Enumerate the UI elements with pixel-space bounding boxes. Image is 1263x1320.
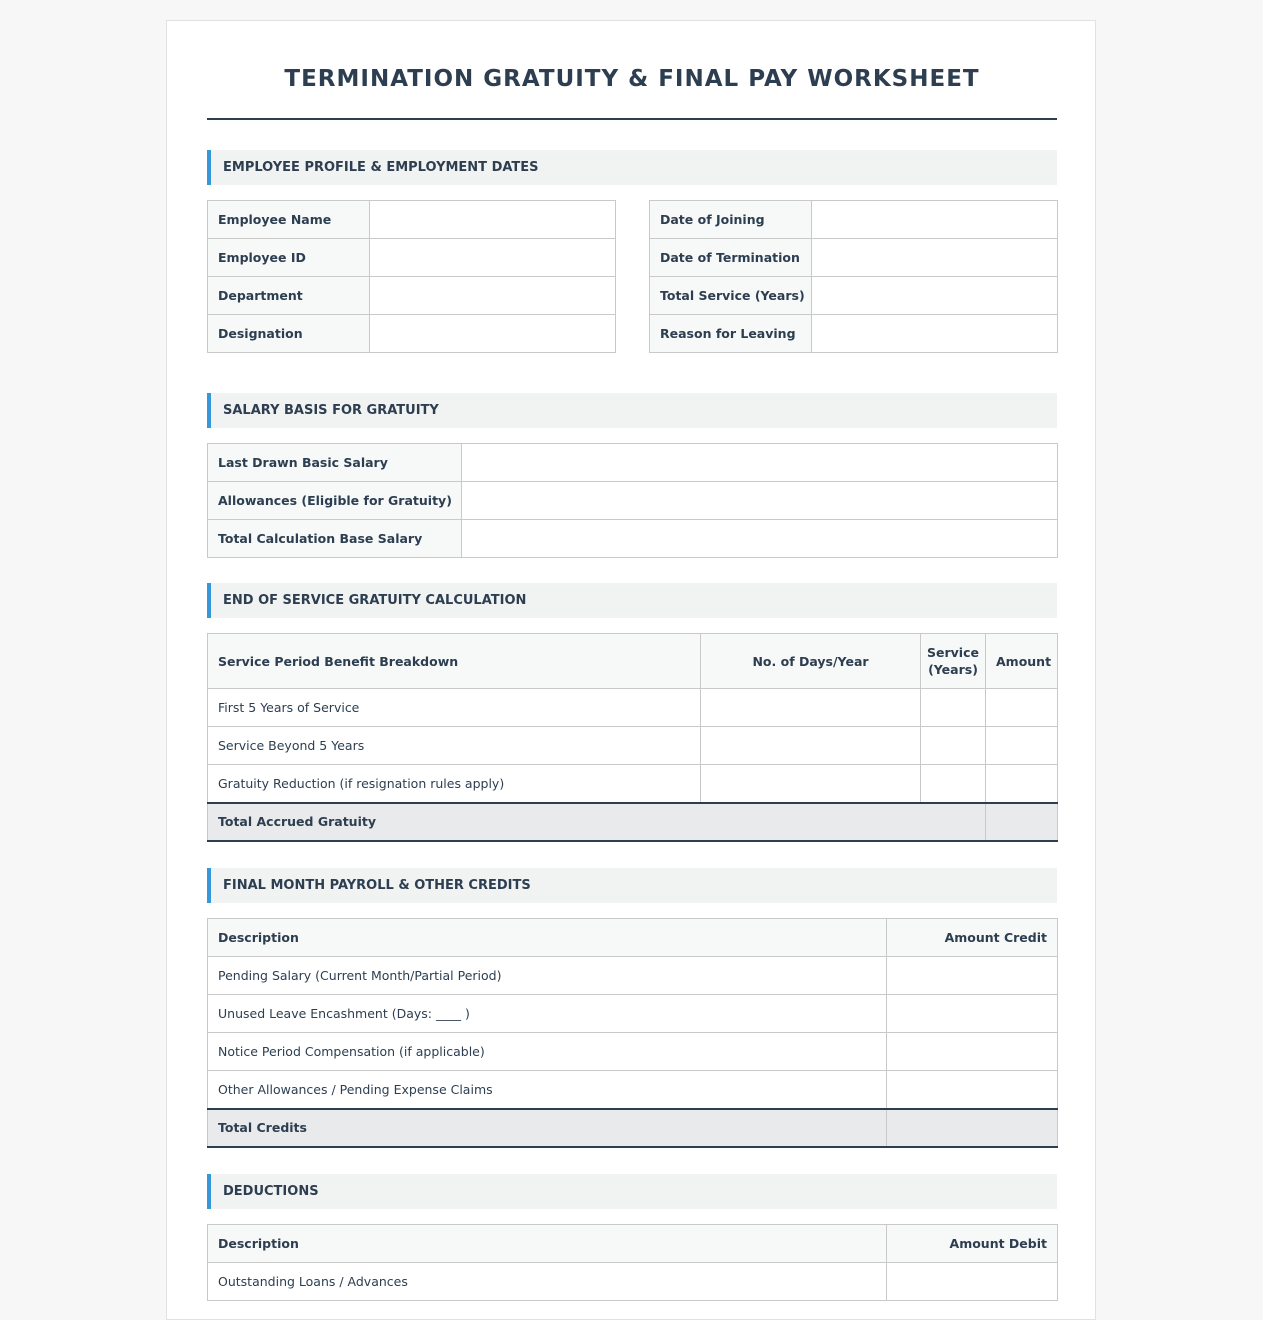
table-header-row — [208, 1225, 1058, 1263]
amount-cell[interactable] — [986, 727, 1058, 765]
table-row — [650, 239, 1058, 277]
total-label: Total Credits — [208, 1109, 887, 1147]
table-row — [208, 957, 1058, 995]
table-row — [208, 520, 1058, 558]
column-header: Amount — [986, 634, 1058, 689]
title-divider — [207, 118, 1057, 120]
field-label: Department — [208, 277, 370, 315]
section-heading-gratuity: END OF SERVICE GRATUITY CALCULATION — [207, 583, 1057, 618]
debit-amount-cell[interactable] — [887, 1263, 1058, 1301]
column-header: Service Period Benefit Breakdown — [208, 634, 701, 689]
table-row — [208, 1071, 1058, 1109]
table-header-row — [208, 919, 1058, 957]
row-label: First 5 Years of Service — [208, 689, 701, 727]
date-of-termination-field[interactable] — [812, 239, 1058, 277]
employee-name-field[interactable] — [370, 201, 616, 239]
credits-table — [207, 918, 1058, 1148]
table-row — [208, 1033, 1058, 1071]
row-label: Gratuity Reduction (if resignation rules apply) — [208, 765, 701, 803]
field-label: Total Service (Years) — [650, 277, 812, 315]
row-label: Notice Period Compensation (if applicable) — [208, 1033, 887, 1071]
reason-for-leaving-field[interactable] — [812, 315, 1058, 353]
total-credits-cell[interactable] — [887, 1109, 1058, 1147]
table-row — [208, 689, 1058, 727]
page-title: TERMINATION GRATUITY & FINAL PAY WORKSHEET — [284, 66, 980, 92]
worksheet-page — [166, 20, 1096, 1320]
credit-amount-cell[interactable] — [887, 957, 1058, 995]
row-label: Outstanding Loans / Advances — [208, 1263, 887, 1301]
field-label: Date of Joining — [650, 201, 812, 239]
field-label: Total Calculation Base Salary — [208, 520, 462, 558]
days-per-year-cell[interactable] — [701, 727, 921, 765]
row-label: Other Allowances / Pending Expense Claims — [208, 1071, 887, 1109]
row-label: Service Beyond 5 Years — [208, 727, 701, 765]
department-field[interactable] — [370, 277, 616, 315]
employee-id-field[interactable] — [370, 239, 616, 277]
column-header: Amount Debit — [887, 1225, 1058, 1263]
service-years-cell[interactable] — [921, 727, 986, 765]
section-heading-profile: EMPLOYEE PROFILE & EMPLOYMENT DATES — [207, 150, 1057, 185]
field-label: Last Drawn Basic Salary — [208, 444, 462, 482]
field-label: Employee Name — [208, 201, 370, 239]
total-gratuity-cell[interactable] — [986, 803, 1058, 841]
service-years-cell[interactable] — [921, 765, 986, 803]
deductions-table — [207, 1224, 1058, 1301]
days-per-year-cell[interactable] — [701, 765, 921, 803]
row-label: Unused Leave Encashment (Days: ____ ) — [208, 995, 887, 1033]
field-label: Employee ID — [208, 239, 370, 277]
section-heading-deductions: DEDUCTIONS — [207, 1174, 1057, 1209]
total-label: Total Accrued Gratuity — [208, 803, 986, 841]
field-label: Reason for Leaving — [650, 315, 812, 353]
table-row — [650, 277, 1058, 315]
profile-table-right — [649, 200, 1058, 353]
table-row — [208, 201, 616, 239]
column-header: Service (Years) — [921, 634, 986, 689]
column-header: Description — [208, 1225, 887, 1263]
section-heading-credits: FINAL MONTH PAYROLL & OTHER CREDITS — [207, 868, 1057, 903]
salary-table — [207, 443, 1058, 558]
row-label: Pending Salary (Current Month/Partial Period) — [208, 957, 887, 995]
table-row — [208, 727, 1058, 765]
table-row — [208, 277, 616, 315]
column-header: Description — [208, 919, 887, 957]
table-row — [208, 1263, 1058, 1301]
table-row — [208, 995, 1058, 1033]
date-of-joining-field[interactable] — [812, 201, 1058, 239]
column-header: No. of Days/Year — [701, 634, 921, 689]
service-years-cell[interactable] — [921, 689, 986, 727]
amount-cell[interactable] — [986, 765, 1058, 803]
credit-amount-cell[interactable] — [887, 995, 1058, 1033]
table-row — [208, 765, 1058, 803]
table-row — [650, 315, 1058, 353]
table-row — [208, 315, 616, 353]
field-label: Designation — [208, 315, 370, 353]
base-salary-total-field[interactable] — [462, 520, 1058, 558]
amount-cell[interactable] — [986, 689, 1058, 727]
credit-amount-cell[interactable] — [887, 1033, 1058, 1071]
field-label: Date of Termination — [650, 239, 812, 277]
total-row — [208, 803, 1058, 841]
section-heading-salary: SALARY BASIS FOR GRATUITY — [207, 393, 1057, 428]
credit-amount-cell[interactable] — [887, 1071, 1058, 1109]
table-row — [208, 482, 1058, 520]
table-row — [208, 239, 616, 277]
field-label: Allowances (Eligible for Gratuity) — [208, 482, 462, 520]
profile-table-left — [207, 200, 616, 353]
column-header: Amount Credit — [887, 919, 1058, 957]
gratuity-table — [207, 633, 1058, 842]
designation-field[interactable] — [370, 315, 616, 353]
table-row — [208, 444, 1058, 482]
basic-salary-field[interactable] — [462, 444, 1058, 482]
total-row — [208, 1109, 1058, 1147]
total-service-field[interactable] — [812, 277, 1058, 315]
table-row — [650, 201, 1058, 239]
allowances-field[interactable] — [462, 482, 1058, 520]
days-per-year-cell[interactable] — [701, 689, 921, 727]
table-header-row — [208, 634, 1058, 689]
